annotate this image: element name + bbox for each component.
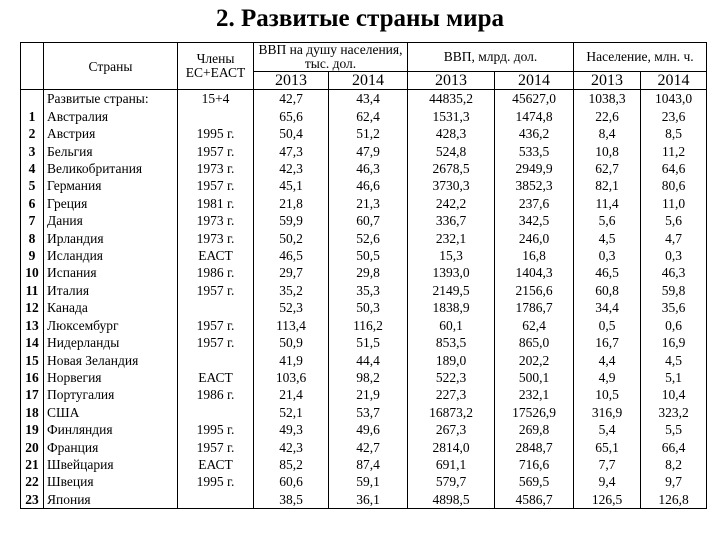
gdp-pc-2014: 42,7 <box>329 439 408 456</box>
pop-2014: 0,3 <box>641 247 707 264</box>
gdp-pc-2013: 50,2 <box>254 230 329 247</box>
gdp-2014: 436,2 <box>495 125 574 142</box>
country-name: Япония <box>44 491 178 509</box>
pop-2013: 5,6 <box>574 212 641 229</box>
pop-2013: 4,5 <box>574 230 641 247</box>
table-row <box>21 317 707 334</box>
row-index: 4 <box>21 160 44 177</box>
gdp-pc-2013: 21,4 <box>254 386 329 403</box>
pop-2013: 0,3 <box>574 247 641 264</box>
developed-countries-table <box>20 42 707 509</box>
pop-2014: 16,9 <box>641 334 707 351</box>
membership: 1957 г. <box>178 282 254 299</box>
table-row <box>21 456 707 473</box>
pop-2014: 5,5 <box>641 421 707 438</box>
row-index: 16 <box>21 369 44 386</box>
table-row <box>21 177 707 194</box>
pop-2013: 16,7 <box>574 334 641 351</box>
pop-2014: 66,4 <box>641 439 707 456</box>
membership <box>178 299 254 316</box>
summary-gdp-pc-2013: 42,7 <box>254 90 329 108</box>
gdp-2013: 232,1 <box>408 230 495 247</box>
gdp-pc-2013: 50,9 <box>254 334 329 351</box>
membership: 1973 г. <box>178 230 254 247</box>
gdp-pc-2014: 87,4 <box>329 456 408 473</box>
gdp-pc-2014: 52,6 <box>329 230 408 247</box>
pop-2014: 126,8 <box>641 491 707 509</box>
gdp-2014: 533,5 <box>495 143 574 160</box>
table-row <box>21 473 707 490</box>
country-name: Австралия <box>44 108 178 125</box>
country-name: США <box>44 404 178 421</box>
gdp-2013: 336,7 <box>408 212 495 229</box>
pop-2013: 82,1 <box>574 177 641 194</box>
gdp-pc-2013: 42,3 <box>254 439 329 456</box>
pop-2014: 35,6 <box>641 299 707 316</box>
gdp-pc-2013: 47,3 <box>254 143 329 160</box>
membership: 1957 г. <box>178 317 254 334</box>
gdp-2013: 2678,5 <box>408 160 495 177</box>
gdp-pc-2014: 46,6 <box>329 177 408 194</box>
pop-2014: 8,5 <box>641 125 707 142</box>
gdp-2014: 1404,3 <box>495 264 574 281</box>
pop-2013: 10,5 <box>574 386 641 403</box>
gdp-pc-2013: 113,4 <box>254 317 329 334</box>
gdp-2014: 232,1 <box>495 386 574 403</box>
gdp-pc-2014: 116,2 <box>329 317 408 334</box>
summary-index <box>21 90 44 108</box>
gdp-pc-2013: 49,3 <box>254 421 329 438</box>
gdp-pc-2013: 50,4 <box>254 125 329 142</box>
gdp-2013: 1531,3 <box>408 108 495 125</box>
pop-2013: 4,4 <box>574 352 641 369</box>
gdp-pc-2013: 103,6 <box>254 369 329 386</box>
gdp-pc-2013: 60,6 <box>254 473 329 490</box>
pop-2014: 11,0 <box>641 195 707 212</box>
membership: ЕАСТ <box>178 247 254 264</box>
row-index: 13 <box>21 317 44 334</box>
membership <box>178 491 254 509</box>
pop-2014: 11,2 <box>641 143 707 160</box>
pop-2013-header: 2013 <box>574 72 641 90</box>
pop-2013: 126,5 <box>574 491 641 509</box>
summary-gdp-2013: 44835,2 <box>408 90 495 108</box>
table-row <box>21 195 707 212</box>
country-name: Финляндия <box>44 421 178 438</box>
membership: 1957 г. <box>178 334 254 351</box>
row-index: 18 <box>21 404 44 421</box>
membership <box>178 352 254 369</box>
country-name: Швеция <box>44 473 178 490</box>
table-row <box>21 282 707 299</box>
gdp-2013: 579,7 <box>408 473 495 490</box>
gdp-2014: 569,5 <box>495 473 574 490</box>
table-row <box>21 352 707 369</box>
gdp-2014: 500,1 <box>495 369 574 386</box>
row-index: 17 <box>21 386 44 403</box>
gdp-2013: 853,5 <box>408 334 495 351</box>
gdp-pc-2014: 50,5 <box>329 247 408 264</box>
gdp-pc-2013: 45,1 <box>254 177 329 194</box>
gdp-2014: 202,2 <box>495 352 574 369</box>
gdp-pc-2014: 49,6 <box>329 421 408 438</box>
membership: 1957 г. <box>178 143 254 160</box>
gdp-pc-2014: 50,3 <box>329 299 408 316</box>
membership: ЕАСТ <box>178 369 254 386</box>
summary-name: Развитые страны: <box>44 90 178 108</box>
gdp-pc-2014: 36,1 <box>329 491 408 509</box>
summary-gdp-pc-2014: 43,4 <box>329 90 408 108</box>
gdp-2013: 189,0 <box>408 352 495 369</box>
pop-2014-header: 2014 <box>641 72 707 90</box>
country-name: Бельгия <box>44 143 178 160</box>
index-header <box>21 43 44 90</box>
table-row <box>21 386 707 403</box>
membership: ЕАСТ <box>178 456 254 473</box>
table-row <box>21 439 707 456</box>
membership: 1986 г. <box>178 264 254 281</box>
country-name: Великобритания <box>44 160 178 177</box>
country-name: Германия <box>44 177 178 194</box>
gdp-2013: 60,1 <box>408 317 495 334</box>
pop-2014: 323,2 <box>641 404 707 421</box>
gdp-pc-2013: 65,6 <box>254 108 329 125</box>
country-name: Греция <box>44 195 178 212</box>
membership <box>178 404 254 421</box>
country-name: Ирландия <box>44 230 178 247</box>
table-row <box>21 247 707 264</box>
gdp-2014: 1474,8 <box>495 108 574 125</box>
pop-2014: 23,6 <box>641 108 707 125</box>
pop-2013: 22,6 <box>574 108 641 125</box>
gdp-pc-2014-header: 2014 <box>329 72 408 90</box>
row-index: 21 <box>21 456 44 473</box>
pop-2013: 5,4 <box>574 421 641 438</box>
row-index: 6 <box>21 195 44 212</box>
gdp-2013: 1393,0 <box>408 264 495 281</box>
table-row <box>21 421 707 438</box>
membership: 1973 г. <box>178 160 254 177</box>
membership: 1957 г. <box>178 439 254 456</box>
country-name: Дания <box>44 212 178 229</box>
gdp-2014: 2848,7 <box>495 439 574 456</box>
pop-2014: 59,8 <box>641 282 707 299</box>
country-name: Испания <box>44 264 178 281</box>
gdp-2014: 3852,3 <box>495 177 574 194</box>
country-name: Новая Зеландия <box>44 352 178 369</box>
gdp-pc-2013: 42,3 <box>254 160 329 177</box>
pop-2013: 10,8 <box>574 143 641 160</box>
gdp-pc-2013: 52,3 <box>254 299 329 316</box>
population-header: Население, млн. ч. <box>574 43 707 72</box>
gdp-2013: 522,3 <box>408 369 495 386</box>
gdp-2013: 2814,0 <box>408 439 495 456</box>
gdp-2013: 2149,5 <box>408 282 495 299</box>
gdp-2014: 17526,9 <box>495 404 574 421</box>
pop-2014: 0,6 <box>641 317 707 334</box>
gdp-pc-2014: 21,3 <box>329 195 408 212</box>
gdp-pc-2014: 51,5 <box>329 334 408 351</box>
membership <box>178 108 254 125</box>
pop-2014: 46,3 <box>641 264 707 281</box>
gdp-2014: 4586,7 <box>495 491 574 509</box>
gdp-pc-2014: 60,7 <box>329 212 408 229</box>
country-name: Швейцария <box>44 456 178 473</box>
row-index: 1 <box>21 108 44 125</box>
pop-2014: 8,2 <box>641 456 707 473</box>
gdp-2013-header: 2013 <box>408 72 495 90</box>
gdp-pc-2013: 21,8 <box>254 195 329 212</box>
gdp-pc-2014: 62,4 <box>329 108 408 125</box>
row-index: 8 <box>21 230 44 247</box>
table-row <box>21 491 707 509</box>
row-index: 5 <box>21 177 44 194</box>
country-name: Австрия <box>44 125 178 142</box>
row-index: 20 <box>21 439 44 456</box>
row-index: 19 <box>21 421 44 438</box>
gdp-pc-2013: 38,5 <box>254 491 329 509</box>
gdp-2013: 428,3 <box>408 125 495 142</box>
pop-2014: 4,5 <box>641 352 707 369</box>
row-index: 3 <box>21 143 44 160</box>
pop-2014: 4,7 <box>641 230 707 247</box>
country-name: Исландия <box>44 247 178 264</box>
table-row <box>21 299 707 316</box>
table-row <box>21 108 707 125</box>
gdp-2013: 4898,5 <box>408 491 495 509</box>
gdp-pc-2014: 46,3 <box>329 160 408 177</box>
pop-2013: 0,5 <box>574 317 641 334</box>
gdp-pc-2014: 21,9 <box>329 386 408 403</box>
gdp-pc-2014: 47,9 <box>329 143 408 160</box>
row-index: 7 <box>21 212 44 229</box>
gdp-2014: 237,6 <box>495 195 574 212</box>
gdp-pc-2014: 59,1 <box>329 473 408 490</box>
table-row <box>21 230 707 247</box>
gdp-pc-2013: 35,2 <box>254 282 329 299</box>
gdp-pc-2014: 35,3 <box>329 282 408 299</box>
gdp-2014: 246,0 <box>495 230 574 247</box>
gdp-2014: 62,4 <box>495 317 574 334</box>
table-row <box>21 212 707 229</box>
gdp-pc-2013: 59,9 <box>254 212 329 229</box>
pop-2014: 10,4 <box>641 386 707 403</box>
pop-2014: 5,1 <box>641 369 707 386</box>
pop-2013: 34,4 <box>574 299 641 316</box>
pop-2013: 9,4 <box>574 473 641 490</box>
pop-2014: 64,6 <box>641 160 707 177</box>
gdp-pc-2014: 98,2 <box>329 369 408 386</box>
gdp-pc-2013: 85,2 <box>254 456 329 473</box>
gdp-2013: 3730,3 <box>408 177 495 194</box>
pop-2013: 60,8 <box>574 282 641 299</box>
row-index: 12 <box>21 299 44 316</box>
pop-2014: 5,6 <box>641 212 707 229</box>
row-index: 22 <box>21 473 44 490</box>
gdp-2013: 16873,2 <box>408 404 495 421</box>
summary-members: 15+4 <box>178 90 254 108</box>
table-row <box>21 143 707 160</box>
country-name: Франция <box>44 439 178 456</box>
summary-pop-2013: 1038,3 <box>574 90 641 108</box>
gdp-pc-2014: 53,7 <box>329 404 408 421</box>
membership: 1986 г. <box>178 386 254 403</box>
country-name: Португалия <box>44 386 178 403</box>
countries-header: Страны <box>44 43 178 90</box>
membership: 1973 г. <box>178 212 254 229</box>
gdp-2013: 227,3 <box>408 386 495 403</box>
gdp-pc-2013-header: 2013 <box>254 72 329 90</box>
gdp-2014: 865,0 <box>495 334 574 351</box>
gdp-2014: 16,8 <box>495 247 574 264</box>
gdp-pc-2014: 44,4 <box>329 352 408 369</box>
gdp-pc-2013: 29,7 <box>254 264 329 281</box>
pop-2013: 46,5 <box>574 264 641 281</box>
pop-2013: 65,1 <box>574 439 641 456</box>
country-name: Италия <box>44 282 178 299</box>
table-row <box>21 334 707 351</box>
row-index: 10 <box>21 264 44 281</box>
pop-2013: 316,9 <box>574 404 641 421</box>
country-name: Норвегия <box>44 369 178 386</box>
country-name: Люксембург <box>44 317 178 334</box>
gdp-2013: 15,3 <box>408 247 495 264</box>
table-row <box>21 404 707 421</box>
table-row <box>21 264 707 281</box>
table-row <box>21 125 707 142</box>
membership: 1957 г. <box>178 177 254 194</box>
pop-2014: 80,6 <box>641 177 707 194</box>
membership: 1995 г. <box>178 125 254 142</box>
table-row <box>21 160 707 177</box>
country-name: Нидерланды <box>44 334 178 351</box>
country-name: Канада <box>44 299 178 316</box>
summary-row <box>21 90 707 108</box>
page-title: 2. Развитые страны мира <box>216 5 504 32</box>
gdp-2013: 524,8 <box>408 143 495 160</box>
gdp-per-capita-header: ВВП на душу населения, тыс. дол. <box>254 43 408 72</box>
pop-2013: 7,7 <box>574 456 641 473</box>
members-header: Члены ЕС+ЕАСТ <box>178 43 254 90</box>
gdp-2014: 2949,9 <box>495 160 574 177</box>
gdp-pc-2013: 46,5 <box>254 247 329 264</box>
row-index: 14 <box>21 334 44 351</box>
row-index: 9 <box>21 247 44 264</box>
gdp-2013: 691,1 <box>408 456 495 473</box>
gdp-pc-2014: 29,8 <box>329 264 408 281</box>
gdp-pc-2014: 51,2 <box>329 125 408 142</box>
gdp-pc-2013: 41,9 <box>254 352 329 369</box>
pop-2013: 8,4 <box>574 125 641 142</box>
gdp-2014-header: 2014 <box>495 72 574 90</box>
row-index: 11 <box>21 282 44 299</box>
gdp-2014: 1786,7 <box>495 299 574 316</box>
row-index: 2 <box>21 125 44 142</box>
gdp-pc-2013: 52,1 <box>254 404 329 421</box>
row-index: 23 <box>21 491 44 509</box>
gdp-2014: 269,8 <box>495 421 574 438</box>
pop-2013: 62,7 <box>574 160 641 177</box>
summary-gdp-2014: 45627,0 <box>495 90 574 108</box>
table-row <box>21 369 707 386</box>
gdp-2014: 2156,6 <box>495 282 574 299</box>
gdp-2013: 242,2 <box>408 195 495 212</box>
row-index: 15 <box>21 352 44 369</box>
membership: 1995 г. <box>178 421 254 438</box>
gdp-2014: 716,6 <box>495 456 574 473</box>
gdp-header: ВВП, млрд. дол. <box>408 43 574 72</box>
pop-2013: 4,9 <box>574 369 641 386</box>
gdp-2013: 267,3 <box>408 421 495 438</box>
gdp-2014: 342,5 <box>495 212 574 229</box>
gdp-2013: 1838,9 <box>408 299 495 316</box>
membership: 1981 г. <box>178 195 254 212</box>
membership: 1995 г. <box>178 473 254 490</box>
pop-2013: 11,4 <box>574 195 641 212</box>
summary-pop-2014: 1043,0 <box>641 90 707 108</box>
pop-2014: 9,7 <box>641 473 707 490</box>
